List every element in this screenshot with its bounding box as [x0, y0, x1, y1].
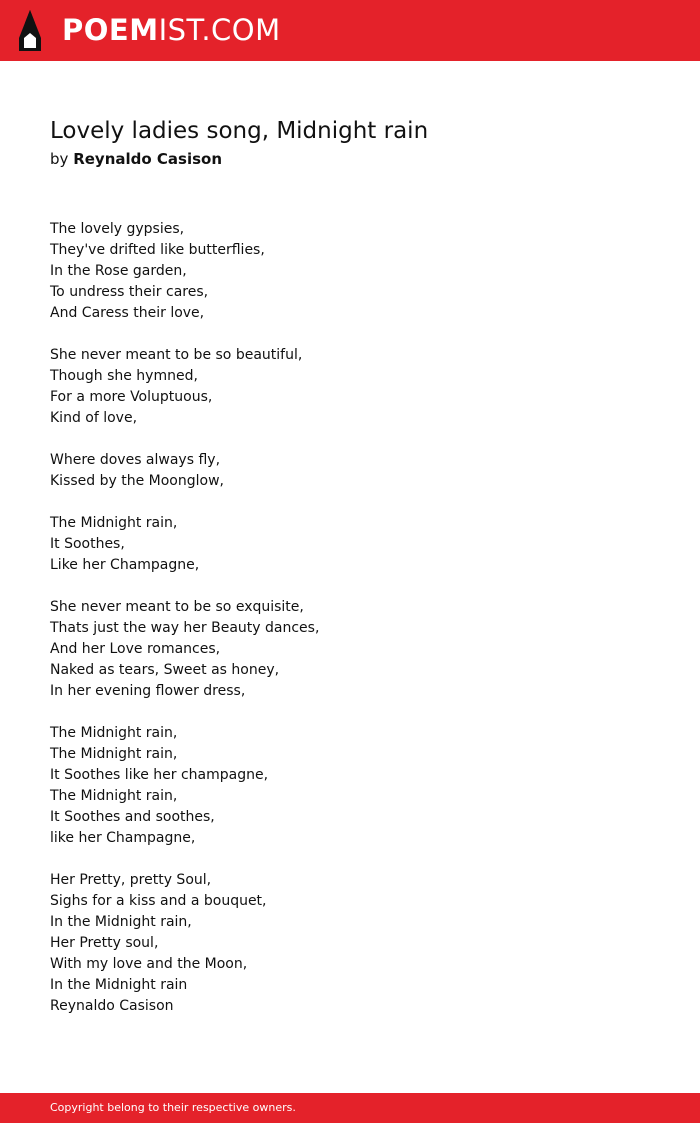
poem-line: Sighs for a kiss and a bouquet,: [50, 893, 267, 909]
stanza: [50, 450, 670, 492]
stanza: [50, 870, 670, 1017]
poem-line: Though she hymned,: [50, 368, 198, 384]
poem-line: Thats just the way her Beauty dances,: [50, 620, 320, 636]
poem-line: Where doves always fly,: [50, 452, 221, 468]
poem-line: It Soothes and soothes,: [50, 809, 215, 825]
byline: [50, 149, 222, 169]
stanza: [50, 345, 670, 429]
poem-line: For a more Voluptuous,: [50, 389, 213, 405]
poem-line: The lovely gypsies,: [50, 221, 185, 237]
poem-line: Kissed by the Moonglow,: [50, 473, 224, 489]
poem-line: Kind of love,: [50, 410, 138, 426]
by-label: by: [50, 150, 69, 168]
poem-line: The Midnight rain,: [50, 515, 178, 531]
poem-line: Her Pretty, pretty Soul,: [50, 872, 212, 888]
stanza: [50, 513, 670, 576]
poem-line: Like her Champagne,: [50, 557, 200, 573]
poem-line: And Caress their love,: [50, 305, 205, 321]
poem-line: To undress their cares,: [50, 284, 209, 300]
poem-line: The Midnight rain,: [50, 746, 178, 762]
poem-line: In the Midnight rain,: [50, 914, 192, 930]
poem-line: In the Midnight rain: [50, 977, 188, 993]
poem-line: In her evening flower dress,: [50, 683, 246, 699]
site-footer: [0, 1093, 700, 1123]
poem-line: They've drifted like butterflies,: [50, 242, 265, 258]
poem-line: She never meant to be so beautiful,: [50, 347, 303, 363]
site-header: [0, 0, 700, 61]
site-logo[interactable]: [62, 12, 281, 48]
copyright-text: Copyright belong to their respective owners.: [50, 1101, 296, 1114]
poem-line: Her Pretty soul,: [50, 935, 159, 951]
stanza: [50, 597, 670, 702]
logo-light-text: IST.COM: [158, 13, 281, 47]
poem-line: The Midnight rain,: [50, 788, 178, 804]
poem-line: Reynaldo Casison: [50, 998, 174, 1014]
poem-line: Naked as tears, Sweet as honey,: [50, 662, 280, 678]
poem-line: And her Love romances,: [50, 641, 221, 657]
poem-line: With my love and the Moon,: [50, 956, 248, 972]
stanza: [50, 723, 670, 849]
author-name: Reynaldo Casison: [73, 150, 223, 168]
poem-line: It Soothes like her champagne,: [50, 767, 269, 783]
poem-line: In the Rose garden,: [50, 263, 187, 279]
logo-bold-text: POEM: [62, 13, 159, 47]
poem-title: Lovely ladies song, Midnight rain: [50, 118, 429, 144]
poem-line: like her Champagne,: [50, 830, 196, 846]
pencil-tip-icon[interactable]: [17, 10, 43, 51]
poem-line: The Midnight rain,: [50, 725, 178, 741]
poem-line: It Soothes,: [50, 536, 125, 552]
poem-line: She never meant to be so exquisite,: [50, 599, 304, 615]
poem-body: [50, 219, 670, 1038]
stanza: [50, 219, 670, 324]
